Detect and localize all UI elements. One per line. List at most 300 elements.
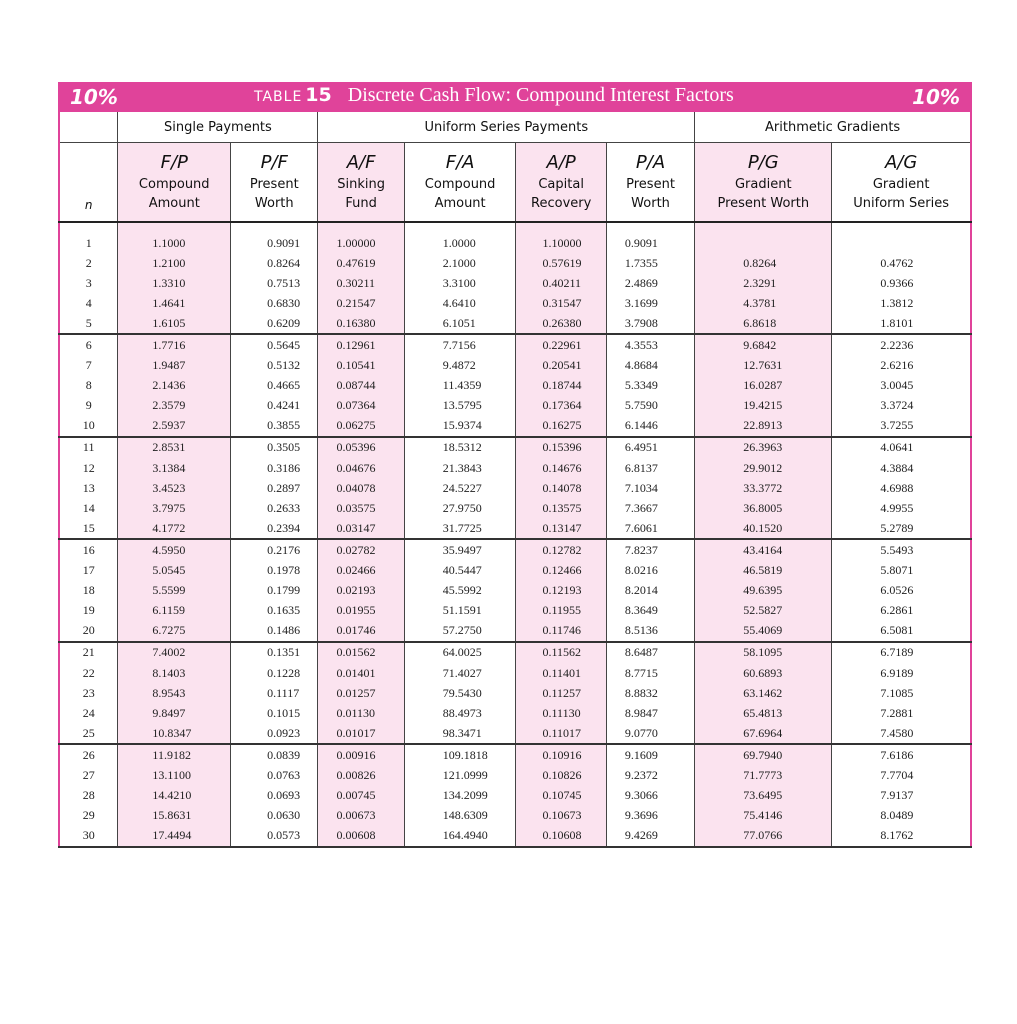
cell-n: 16 xyxy=(82,542,95,557)
cell-pg: 58.1095 xyxy=(695,642,832,663)
cell-pg: 16.0287 xyxy=(695,376,832,396)
cell-pf: 0.3855 xyxy=(231,416,318,437)
col-ap-line2: Recovery xyxy=(531,195,592,211)
col-fa-header xyxy=(404,143,516,223)
cell-pa: 0.9091 xyxy=(606,233,694,253)
cell-pg: 55.4069 xyxy=(695,621,832,642)
cell-fa: 98.3471 xyxy=(404,723,516,744)
cell-af: 0.01130 xyxy=(318,703,404,723)
cell-fp: 6.1159 xyxy=(118,601,231,621)
col-pf-line1: Present xyxy=(249,176,299,192)
cell-ag: 2.6216 xyxy=(832,356,971,376)
cell-ap: 0.10916 xyxy=(516,744,606,765)
cell-n: 17 xyxy=(82,563,95,578)
col-ap-header xyxy=(516,143,606,223)
cell-fa: 64.0025 xyxy=(404,642,516,663)
cell-fa: 31.7725 xyxy=(404,518,516,539)
cell-pf: 0.1486 xyxy=(231,621,318,642)
cell-pa: 4.8684 xyxy=(606,356,694,376)
cell-pa: 3.7908 xyxy=(606,313,694,334)
factor-table-body xyxy=(59,222,971,847)
cell-ap: 0.10673 xyxy=(516,806,606,826)
cell-fa: 109.1818 xyxy=(404,744,516,765)
cell-fa: 121.0999 xyxy=(404,765,516,785)
factor-table-page xyxy=(58,82,972,848)
cell-n: 11 xyxy=(82,440,95,455)
cell-pf: 0.1799 xyxy=(231,581,318,601)
cell-pa: 8.5136 xyxy=(606,621,694,642)
cell-n: 26 xyxy=(82,747,95,762)
cell-n: 15 xyxy=(59,518,118,539)
cell-pa: 9.2372 xyxy=(606,765,694,785)
cell-pf: 0.4241 xyxy=(231,396,318,416)
group-header-row xyxy=(59,112,971,143)
cell-ap: 0.22961 xyxy=(516,334,606,355)
cell-fa: 21.3843 xyxy=(404,458,516,478)
col-af-line1: Sinking xyxy=(337,176,385,192)
cell-n: 29 xyxy=(82,808,95,823)
cell-n: 13 xyxy=(82,480,95,495)
cell-ag: 8.0489 xyxy=(832,806,971,826)
cell-fa: 79.5430 xyxy=(404,683,516,703)
cell-pg: 36.8005 xyxy=(695,498,832,518)
cell-pa: 8.7715 xyxy=(606,663,694,683)
cell-fa: 4.6410 xyxy=(404,293,516,313)
cell-pg: 46.5819 xyxy=(695,561,832,581)
cell-pg: 60.6893 xyxy=(695,663,832,683)
cell-fp: 6.7275 xyxy=(118,621,231,642)
cell-pf: 0.4665 xyxy=(231,376,318,396)
col-pf-header xyxy=(231,143,318,223)
cell-pf: 0.5132 xyxy=(231,356,318,376)
cell-af: 0.01401 xyxy=(318,663,404,683)
cell-pf: 0.5645 xyxy=(231,334,318,355)
table-heading xyxy=(254,84,734,107)
table-number: 15 xyxy=(305,84,332,106)
cell-fa: 71.4027 xyxy=(404,663,516,683)
cell-pg: 0.8264 xyxy=(695,253,832,273)
cell-af: 0.01562 xyxy=(318,642,404,663)
cell-ap: 0.11130 xyxy=(516,703,606,723)
cell-pa: 8.3649 xyxy=(606,601,694,621)
cell-pa: 7.3667 xyxy=(606,498,694,518)
cell-fp: 14.4210 xyxy=(118,786,231,806)
cell-fp: 1.9487 xyxy=(118,356,231,376)
cell-pa: 6.4951 xyxy=(606,437,694,458)
table-row xyxy=(59,437,971,458)
cell-pf: 0.7513 xyxy=(231,273,318,293)
cell-pa: 7.6061 xyxy=(606,518,694,539)
cell-pg: 19.4215 xyxy=(695,396,832,416)
cell-pa: 8.0216 xyxy=(606,561,694,581)
cell-pg: 77.0766 xyxy=(695,826,832,847)
factor-table xyxy=(58,112,972,848)
table-title: Discrete Cash Flow: Compound Interest Factors xyxy=(347,84,734,106)
cell-af: 0.01017 xyxy=(318,723,404,744)
cell-pa: 6.8137 xyxy=(606,458,694,478)
cell-n: 1 xyxy=(85,235,92,250)
cell-pf: 0.2633 xyxy=(231,498,318,518)
cell-pg: 4.3781 xyxy=(695,293,832,313)
table-row xyxy=(59,376,971,396)
cell-fp: 13.1100 xyxy=(118,765,231,785)
cell-ag: 3.3724 xyxy=(832,396,971,416)
cell-ag: 5.2789 xyxy=(832,518,971,539)
cell-n: 4 xyxy=(85,295,92,310)
cell-pf: 0.1117 xyxy=(231,683,318,703)
cell-fp: 1.6105 xyxy=(118,313,231,334)
cell-n: 9 xyxy=(85,398,92,413)
cell-ap: 0.10608 xyxy=(516,826,606,847)
cell-ag: 4.3884 xyxy=(832,458,971,478)
cell-pg: 75.4146 xyxy=(695,806,832,826)
cell-af: 0.02466 xyxy=(318,561,404,581)
cell-pf: 0.0573 xyxy=(231,826,318,847)
col-af-header xyxy=(318,143,404,223)
table-row xyxy=(59,703,971,723)
cell-n: 8 xyxy=(85,378,92,393)
cell-ag: 6.0526 xyxy=(832,581,971,601)
cell-n: 22 xyxy=(82,665,95,680)
cell-fa: 24.5227 xyxy=(404,478,516,498)
cell-pa: 8.8832 xyxy=(606,683,694,703)
cell-n: 25 xyxy=(59,723,118,744)
col-pg-header xyxy=(695,143,832,223)
cell-af: 0.02782 xyxy=(318,539,404,560)
cell-ag: 4.0641 xyxy=(832,437,971,458)
table-row xyxy=(59,539,971,560)
cell-fa: 9.4872 xyxy=(404,356,516,376)
cell-ag: 2.2236 xyxy=(832,334,971,355)
cell-pf: 0.6209 xyxy=(231,313,318,334)
group-uniform-series: Uniform Series Payments xyxy=(318,112,695,143)
cell-ap: 0.11562 xyxy=(516,642,606,663)
cell-fp: 17.4494 xyxy=(118,826,231,847)
cell-pa: 9.3696 xyxy=(606,806,694,826)
cell-ap: 0.14676 xyxy=(516,458,606,478)
table-row xyxy=(59,416,971,437)
col-ag-header xyxy=(832,143,971,223)
cell-pg: 9.6842 xyxy=(695,334,832,355)
cell-fa: 13.5795 xyxy=(404,396,516,416)
cell-fp: 11.9182 xyxy=(118,744,231,765)
cell-pg: 6.8618 xyxy=(695,313,832,334)
cell-pf: 0.8264 xyxy=(231,253,318,273)
cell-fa: 11.4359 xyxy=(404,376,516,396)
col-fp-line2: Amount xyxy=(148,195,200,211)
cell-ap: 0.10745 xyxy=(516,786,606,806)
cell-fp: 10.8347 xyxy=(118,723,231,744)
cell-af: 0.47619 xyxy=(318,253,404,273)
cell-ag: 6.7189 xyxy=(832,642,971,663)
cell-n: 3 xyxy=(85,275,92,290)
cell-af: 0.02193 xyxy=(318,581,404,601)
cell-ap: 0.16275 xyxy=(516,416,606,437)
interest-rate-right: 10% xyxy=(912,85,960,109)
cell-pa: 9.0770 xyxy=(606,723,694,744)
cell-pa: 5.7590 xyxy=(606,396,694,416)
col-pa-line2: Worth xyxy=(631,195,670,211)
cell-ag: 8.1762 xyxy=(832,826,971,847)
cell-ap: 0.13575 xyxy=(516,498,606,518)
cell-n: 10 xyxy=(59,416,118,437)
cell-pf: 0.0839 xyxy=(231,744,318,765)
table-row xyxy=(59,518,971,539)
cell-fp: 4.5950 xyxy=(118,539,231,560)
cell-ag: 7.2881 xyxy=(832,703,971,723)
col-pf-line2: Worth xyxy=(254,195,294,211)
cell-pg: 12.7631 xyxy=(695,356,832,376)
table-row xyxy=(59,765,971,785)
cell-ap: 0.11955 xyxy=(516,601,606,621)
cell-pg: 49.6395 xyxy=(695,581,832,601)
cell-ap: 0.17364 xyxy=(516,396,606,416)
cell-pg: 67.6964 xyxy=(695,723,832,744)
cell-pf: 0.3505 xyxy=(231,437,318,458)
cell-pg: 69.7940 xyxy=(695,744,832,765)
cell-fp: 8.1403 xyxy=(118,663,231,683)
cell-ap: 0.20541 xyxy=(516,356,606,376)
cell-pa: 7.1034 xyxy=(606,478,694,498)
cell-af: 0.16380 xyxy=(318,313,404,334)
cell-pa: 8.9847 xyxy=(606,703,694,723)
cell-fp: 2.8531 xyxy=(118,437,231,458)
col-pg-symbol: P/G xyxy=(747,151,779,173)
cell-fp: 1.4641 xyxy=(118,293,231,313)
cell-pg: 33.3772 xyxy=(695,478,832,498)
col-pg-line2: Present Worth xyxy=(717,195,810,211)
cell-pa: 2.4869 xyxy=(606,273,694,293)
cell-pf: 0.0693 xyxy=(231,786,318,806)
group-single-payments: Single Payments xyxy=(118,112,318,143)
cell-pg: 40.1520 xyxy=(695,518,832,539)
cell-pg: 29.9012 xyxy=(695,458,832,478)
cell-fa: 18.5312 xyxy=(404,437,516,458)
cell-fa: 134.2099 xyxy=(404,786,516,806)
cell-ag: 3.7255 xyxy=(832,416,971,437)
cell-n: 7 xyxy=(85,358,92,373)
cell-af: 0.04078 xyxy=(318,478,404,498)
cell-n: 14 xyxy=(82,500,95,515)
cell-fp: 3.4523 xyxy=(118,478,231,498)
cell-pf: 0.1015 xyxy=(231,703,318,723)
cell-ag: 4.9955 xyxy=(832,498,971,518)
cell-pg xyxy=(695,233,832,253)
cell-af: 0.08744 xyxy=(318,376,404,396)
col-af-line2: Fund xyxy=(345,195,377,211)
cell-fp: 5.0545 xyxy=(118,561,231,581)
cell-af: 0.07364 xyxy=(318,396,404,416)
cell-pa: 1.7355 xyxy=(606,253,694,273)
cell-n: 20 xyxy=(59,621,118,642)
col-ag-line1: Gradient xyxy=(872,176,930,192)
cell-fa: 3.3100 xyxy=(404,273,516,293)
cell-pf: 0.6830 xyxy=(231,293,318,313)
col-ag-symbol: A/G xyxy=(884,151,918,173)
cell-ag: 7.4580 xyxy=(832,723,971,744)
cell-af: 0.05396 xyxy=(318,437,404,458)
cell-n: 12 xyxy=(82,460,95,475)
table-row xyxy=(59,561,971,581)
cell-n: 21 xyxy=(82,645,95,660)
cell-af: 0.03575 xyxy=(318,498,404,518)
table-row xyxy=(59,826,971,847)
cell-n: 6 xyxy=(85,338,92,353)
cell-fa: 45.5992 xyxy=(404,581,516,601)
col-fp-line1: Compound xyxy=(138,176,210,192)
cell-pa: 8.2014 xyxy=(606,581,694,601)
cell-af: 0.00916 xyxy=(318,744,404,765)
cell-pa: 6.1446 xyxy=(606,416,694,437)
cell-af: 0.00608 xyxy=(318,826,404,847)
cell-af: 0.01257 xyxy=(318,683,404,703)
cell-n: 23 xyxy=(82,685,95,700)
cell-fp: 5.5599 xyxy=(118,581,231,601)
cell-n: 19 xyxy=(82,603,95,618)
table-row xyxy=(59,642,971,663)
cell-af: 1.00000 xyxy=(318,233,404,253)
cell-ag: 7.6186 xyxy=(832,744,971,765)
cell-n: 5 xyxy=(59,313,118,334)
cell-pf: 0.9091 xyxy=(231,233,318,253)
cell-fp: 8.9543 xyxy=(118,683,231,703)
cell-ap: 0.14078 xyxy=(516,478,606,498)
cell-ap: 0.26380 xyxy=(516,313,606,334)
table-row xyxy=(59,293,971,313)
cell-fp: 2.5937 xyxy=(118,416,231,437)
cell-pf: 0.0923 xyxy=(231,723,318,744)
cell-pg: 2.3291 xyxy=(695,273,832,293)
col-fa-line1: Compound xyxy=(424,176,496,192)
cell-n: 30 xyxy=(59,826,118,847)
table-row xyxy=(59,478,971,498)
cell-pg: 26.3963 xyxy=(695,437,832,458)
group-arithmetic-gradients: Arithmetic Gradients xyxy=(695,112,971,143)
cell-fp: 4.1772 xyxy=(118,518,231,539)
cell-ap: 0.31547 xyxy=(516,293,606,313)
interest-rate-left: 10% xyxy=(70,85,118,109)
cell-pf: 0.1228 xyxy=(231,663,318,683)
cell-ag: 6.9189 xyxy=(832,663,971,683)
cell-n: 24 xyxy=(82,705,95,720)
cell-ap: 1.10000 xyxy=(516,233,606,253)
cell-fp: 1.2100 xyxy=(118,253,231,273)
cell-ap: 0.12193 xyxy=(516,581,606,601)
col-pa-line1: Present xyxy=(626,176,675,192)
cell-fp: 2.1436 xyxy=(118,376,231,396)
table-row xyxy=(59,621,971,642)
cell-ag: 5.8071 xyxy=(832,561,971,581)
cell-ag: 7.1085 xyxy=(832,683,971,703)
table-banner xyxy=(58,82,972,112)
table-row xyxy=(59,273,971,293)
table-row xyxy=(59,806,971,826)
cell-pf: 0.1635 xyxy=(231,601,318,621)
table-row xyxy=(59,723,971,744)
cell-ap: 0.40211 xyxy=(516,273,606,293)
cell-n: 28 xyxy=(82,788,95,803)
cell-pf: 0.2897 xyxy=(231,478,318,498)
col-af-symbol: A/F xyxy=(346,151,376,173)
table-row xyxy=(59,663,971,683)
cell-fa: 51.1591 xyxy=(404,601,516,621)
cell-fp: 1.3310 xyxy=(118,273,231,293)
col-fa-symbol: F/A xyxy=(445,151,475,173)
cell-pg: 65.4813 xyxy=(695,703,832,723)
cell-pg: 22.8913 xyxy=(695,416,832,437)
cell-fp: 9.8497 xyxy=(118,703,231,723)
table-row xyxy=(59,744,971,765)
cell-pa: 4.3553 xyxy=(606,334,694,355)
cell-fp: 1.7716 xyxy=(118,334,231,355)
cell-n: 27 xyxy=(82,767,95,782)
cell-ap: 0.57619 xyxy=(516,253,606,273)
cell-af: 0.06275 xyxy=(318,416,404,437)
table-row xyxy=(59,786,971,806)
cell-fp: 3.1384 xyxy=(118,458,231,478)
cell-pg: 52.5827 xyxy=(695,601,832,621)
cell-pa: 3.1699 xyxy=(606,293,694,313)
col-fp-header xyxy=(118,143,231,223)
cell-ap: 0.12782 xyxy=(516,539,606,560)
cell-pf: 0.1978 xyxy=(231,561,318,581)
table-row xyxy=(59,313,971,334)
cell-n: 2 xyxy=(85,255,92,270)
cell-ag: 7.9137 xyxy=(832,786,971,806)
cell-fa: 1.0000 xyxy=(404,233,516,253)
cell-pg: 43.4164 xyxy=(695,539,832,560)
col-ap-line1: Capital xyxy=(538,176,584,192)
cell-pg: 71.7773 xyxy=(695,765,832,785)
cell-n: 18 xyxy=(82,583,95,598)
cell-ap: 0.15396 xyxy=(516,437,606,458)
cell-fa: 35.9497 xyxy=(404,539,516,560)
table-row xyxy=(59,233,971,253)
cell-af: 0.00826 xyxy=(318,765,404,785)
col-pf-symbol: P/F xyxy=(260,151,288,173)
cell-pa: 9.4269 xyxy=(606,826,694,847)
cell-ag xyxy=(832,233,971,253)
cell-af: 0.01955 xyxy=(318,601,404,621)
cell-ap: 0.10826 xyxy=(516,765,606,785)
cell-pf: 0.1351 xyxy=(231,642,318,663)
cell-pf: 0.3186 xyxy=(231,458,318,478)
cell-fp: 7.4002 xyxy=(118,642,231,663)
cell-fp: 1.1000 xyxy=(118,233,231,253)
cell-ag: 0.4762 xyxy=(832,253,971,273)
col-pg-line1: Gradient xyxy=(734,176,792,192)
n-header: n xyxy=(59,143,118,223)
col-pa-header xyxy=(606,143,694,223)
cell-af: 0.30211 xyxy=(318,273,404,293)
cell-af: 0.21547 xyxy=(318,293,404,313)
cell-fa: 57.2750 xyxy=(404,621,516,642)
cell-ag: 1.8101 xyxy=(832,313,971,334)
cell-pa: 9.3066 xyxy=(606,786,694,806)
cell-fa: 40.5447 xyxy=(404,561,516,581)
cell-fa: 164.4940 xyxy=(404,826,516,847)
cell-fp: 15.8631 xyxy=(118,806,231,826)
col-ag-line2: Uniform Series xyxy=(853,195,950,211)
cell-fp: 2.3579 xyxy=(118,396,231,416)
table-row xyxy=(59,253,971,273)
group-blank xyxy=(59,112,118,143)
cell-pf: 0.0630 xyxy=(231,806,318,826)
cell-ag: 6.2861 xyxy=(832,601,971,621)
col-ap-symbol: A/P xyxy=(546,151,576,173)
cell-ap: 0.11017 xyxy=(516,723,606,744)
cell-pa: 8.6487 xyxy=(606,642,694,663)
